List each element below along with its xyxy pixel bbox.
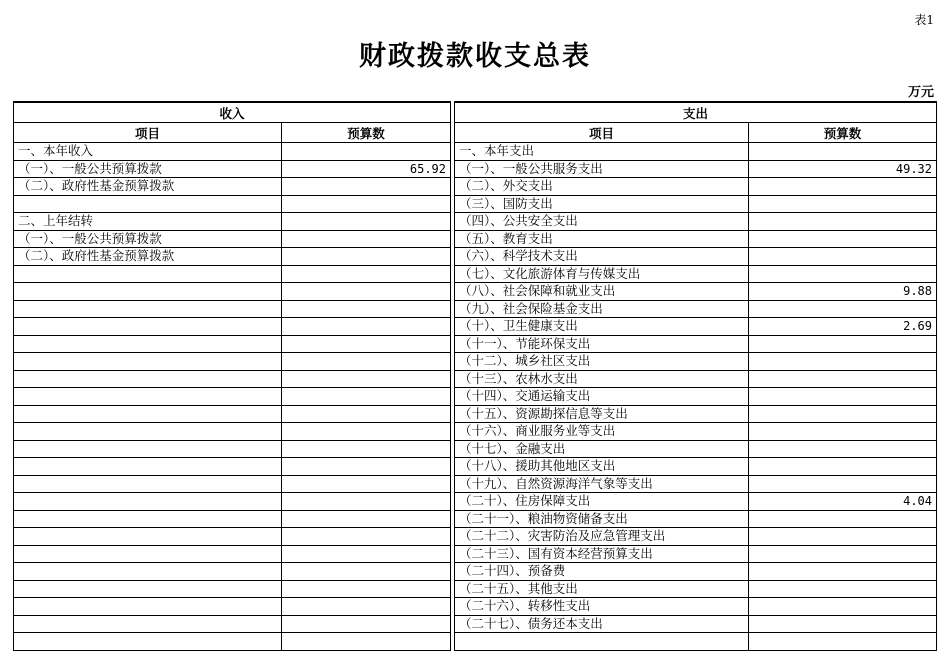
table-row [14, 580, 451, 598]
row-budget: 65.92 [282, 160, 451, 178]
table-row [455, 475, 937, 493]
row-item: （二十二）、灾害防治及应急管理支出 [455, 528, 749, 546]
row-item [14, 545, 282, 563]
row-budget [749, 563, 937, 581]
row-budget [749, 370, 937, 388]
row-budget [282, 615, 451, 633]
table-row [455, 615, 937, 633]
table-row [455, 248, 937, 266]
table-row [455, 388, 937, 406]
row-item: （十六）、商业服务业等支出 [455, 423, 749, 441]
row-budget [282, 370, 451, 388]
table-row [455, 545, 937, 563]
row-budget [749, 458, 937, 476]
row-budget [282, 510, 451, 528]
row-budget [749, 615, 937, 633]
expense-rows [455, 143, 937, 651]
table-row [455, 213, 937, 231]
row-item: （十三）、农林水支出 [455, 370, 749, 388]
table-row [14, 265, 451, 283]
income-table [13, 101, 451, 651]
row-budget [282, 335, 451, 353]
table-row [14, 458, 451, 476]
table-row [14, 318, 451, 336]
row-budget [282, 143, 451, 161]
table-row [14, 475, 451, 493]
row-budget [749, 510, 937, 528]
row-budget [282, 563, 451, 581]
row-budget [749, 213, 937, 231]
row-item: （二十七）、债务还本支出 [455, 615, 749, 633]
row-budget [749, 475, 937, 493]
income-header: 收入 [14, 102, 451, 123]
row-budget [282, 178, 451, 196]
table-row [14, 493, 451, 511]
row-item: （四）、公共安全支出 [455, 213, 749, 231]
row-item [14, 195, 282, 213]
row-item: （十九）、自然资源海洋气象等支出 [455, 475, 749, 493]
row-item: （十四）、交通运输支出 [455, 388, 749, 406]
row-budget [282, 300, 451, 318]
row-item: （一）、一般公共预算拨款 [14, 230, 282, 248]
table-row [14, 160, 451, 178]
table-row [455, 195, 937, 213]
table-row [14, 545, 451, 563]
table-row [14, 598, 451, 616]
row-budget [282, 423, 451, 441]
row-budget [282, 353, 451, 371]
table-row [455, 563, 937, 581]
table-row [14, 388, 451, 406]
table-row [455, 510, 937, 528]
page-title: 财政拨款收支总表 [359, 41, 591, 72]
row-item: （二）、政府性基金预算拨款 [14, 248, 282, 266]
row-budget [282, 283, 451, 301]
income-rows [14, 143, 451, 651]
row-item: （十二）、城乡社区支出 [455, 353, 749, 371]
row-item: （十）、卫生健康支出 [455, 318, 749, 336]
row-budget [282, 545, 451, 563]
row-budget [749, 265, 937, 283]
table-row [455, 300, 937, 318]
row-budget: 9.88 [749, 283, 937, 301]
table-row [455, 353, 937, 371]
table-row [455, 598, 937, 616]
table-row [455, 458, 937, 476]
row-budget [282, 475, 451, 493]
income-col-item: 项目 [14, 123, 282, 143]
row-item [14, 633, 282, 651]
table-row [14, 440, 451, 458]
table-row [14, 178, 451, 196]
row-item: （二十一）、粮油物资储备支出 [455, 510, 749, 528]
table-row [455, 440, 937, 458]
table-row [14, 143, 451, 161]
row-budget [749, 423, 937, 441]
row-item [14, 475, 282, 493]
table-row [455, 318, 937, 336]
table-row [14, 283, 451, 301]
row-item: （二十六）、转移性支出 [455, 598, 749, 616]
row-budget [282, 633, 451, 651]
unit-label: 万元 [907, 85, 934, 100]
table-row [455, 143, 937, 161]
row-item: （二）、外交支出 [455, 178, 749, 196]
row-item: （一）、一般公共服务支出 [455, 160, 749, 178]
row-budget [282, 493, 451, 511]
row-budget [749, 580, 937, 598]
expense-col-budget: 预算数 [749, 123, 937, 143]
row-item: （六）、科学技术支出 [455, 248, 749, 266]
row-item: （二）、政府性基金预算拨款 [14, 178, 282, 196]
row-item: （一）、一般公共预算拨款 [14, 160, 282, 178]
table-row [14, 423, 451, 441]
row-item: 一、本年支出 [455, 143, 749, 161]
row-budget [749, 598, 937, 616]
row-budget [749, 405, 937, 423]
table-row [14, 563, 451, 581]
table-row [14, 300, 451, 318]
row-item [14, 598, 282, 616]
row-budget [749, 545, 937, 563]
row-budget [282, 388, 451, 406]
table-row [14, 335, 451, 353]
row-budget: 2.69 [749, 318, 937, 336]
expense-col-item: 项目 [455, 123, 749, 143]
row-item [14, 335, 282, 353]
row-budget [282, 580, 451, 598]
row-budget [749, 335, 937, 353]
row-budget [749, 440, 937, 458]
row-item [14, 580, 282, 598]
row-item: （十五）、资源勘探信息等支出 [455, 405, 749, 423]
row-item: （十一）、节能环保支出 [455, 335, 749, 353]
row-item: （二十）、住房保障支出 [455, 493, 749, 511]
row-item: （八）、社会保障和就业支出 [455, 283, 749, 301]
expense-section [454, 101, 937, 651]
row-item [14, 615, 282, 633]
table-row [455, 580, 937, 598]
row-budget: 4.04 [749, 493, 937, 511]
row-budget [749, 195, 937, 213]
row-item [14, 440, 282, 458]
row-budget [282, 458, 451, 476]
table-row [455, 493, 937, 511]
row-budget [282, 440, 451, 458]
table-row [14, 528, 451, 546]
table-row [14, 230, 451, 248]
row-item [14, 388, 282, 406]
row-budget [749, 230, 937, 248]
table-row [14, 213, 451, 231]
table-row [14, 353, 451, 371]
row-budget [749, 143, 937, 161]
row-item [455, 633, 749, 651]
income-section [13, 101, 451, 651]
table-row [14, 195, 451, 213]
table-row [455, 265, 937, 283]
table-row [14, 633, 451, 651]
row-budget [282, 405, 451, 423]
row-budget [282, 598, 451, 616]
row-item [14, 318, 282, 336]
table-row [455, 335, 937, 353]
table-row [455, 370, 937, 388]
row-budget [749, 388, 937, 406]
row-item [14, 353, 282, 371]
row-item [14, 283, 282, 301]
row-item [14, 423, 282, 441]
table-row [455, 423, 937, 441]
row-item [14, 405, 282, 423]
expense-header: 支出 [455, 102, 937, 123]
row-budget [282, 195, 451, 213]
table-row [455, 283, 937, 301]
expense-table [454, 101, 937, 651]
row-budget [749, 528, 937, 546]
row-item: （七）、文化旅游体育与传媒支出 [455, 265, 749, 283]
row-item: （十七）、金融支出 [455, 440, 749, 458]
row-budget: 49.32 [749, 160, 937, 178]
row-item: 一、本年收入 [14, 143, 282, 161]
row-item [14, 563, 282, 581]
table-row [14, 510, 451, 528]
row-item: （三）、国防支出 [455, 195, 749, 213]
table-row [455, 633, 937, 651]
row-item [14, 370, 282, 388]
table-row [14, 615, 451, 633]
table-row [14, 370, 451, 388]
row-budget [749, 178, 937, 196]
table-row [455, 178, 937, 196]
row-item [14, 265, 282, 283]
table-row [14, 405, 451, 423]
table-row [455, 160, 937, 178]
table-number: 表1 [914, 13, 934, 27]
row-budget [749, 633, 937, 651]
table-row [455, 230, 937, 248]
row-budget [749, 248, 937, 266]
row-item: （二十三）、国有资本经营预算支出 [455, 545, 749, 563]
row-budget [282, 528, 451, 546]
row-budget [282, 248, 451, 266]
table-row [14, 248, 451, 266]
row-budget [749, 353, 937, 371]
table-row [455, 405, 937, 423]
row-budget [282, 265, 451, 283]
row-item [14, 493, 282, 511]
row-item [14, 458, 282, 476]
row-item: （十八）、援助其他地区支出 [455, 458, 749, 476]
row-budget [282, 318, 451, 336]
row-item [14, 510, 282, 528]
row-item [14, 300, 282, 318]
row-item [14, 528, 282, 546]
row-budget [282, 230, 451, 248]
row-item: 二、上年结转 [14, 213, 282, 231]
table-row [455, 528, 937, 546]
row-item: （九）、社会保险基金支出 [455, 300, 749, 318]
row-item: （二十四）、预备费 [455, 563, 749, 581]
income-col-budget: 预算数 [282, 123, 451, 143]
row-item: （二十五）、其他支出 [455, 580, 749, 598]
row-budget [749, 300, 937, 318]
row-budget [282, 213, 451, 231]
row-item: （五）、教育支出 [455, 230, 749, 248]
